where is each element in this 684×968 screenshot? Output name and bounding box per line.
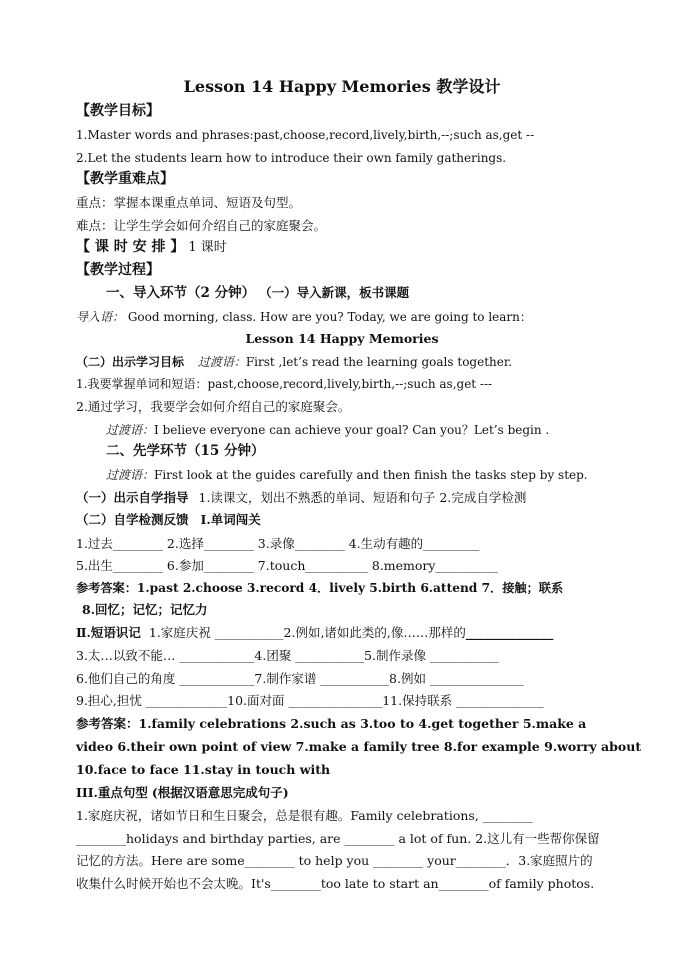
- feedback-line: [76, 511, 261, 529]
- sentence-line-1: 1.家庭庆祝，诸如节日和生日聚会，总是很有趣。Family celebrations, ________: [76, 808, 533, 823]
- transition3-text: First look at the guides carefully and then finish the tasks step by step.: [154, 468, 588, 482]
- phrases-row-3: 6.他们自己的角度 ____________7.制作家谱 ___________8.例如 _______________: [76, 671, 524, 686]
- feedback-sub: Ⅰ.单词闯关: [200, 512, 261, 527]
- intro-line: [76, 308, 532, 326]
- goals-show-label: （二）出示学习目标: [76, 355, 185, 369]
- step1-title: 一、导入环节（2 分钟）: [106, 285, 256, 301]
- sentence-line-2: ________holidays and birthday parties, are ________ a lot of fun. 2.这儿有一些帮你保留: [76, 831, 600, 846]
- phrases-row-2: 3.太…以致不能… ____________4.团聚 ___________5.制作录像 ___________: [76, 648, 499, 663]
- transition1-label: 过渡语：: [197, 355, 246, 369]
- learning-goal-1: 1.我要掌握单词和短语：past,choose,record,lively,birth,--;such as,get ---: [76, 377, 493, 391]
- learning-goal-2: 2.通过学习，我要学会如何介绍自己的家庭聚会。: [76, 399, 351, 414]
- sentence-line-3: 记忆的方法。Here are some________ to help you ________ your________．3.家庭照片的: [76, 853, 593, 868]
- phrases-row-4: 9.担心,担忧 _____________10.面对面 _______________11.保持联系 ______________: [76, 693, 544, 708]
- schedule-value: 1 课时: [188, 240, 227, 255]
- difficulty-point: 难点：让学生学会如何介绍自己的家庭聚会。: [76, 218, 327, 233]
- step2-title: 二、先学环节（15 分钟）: [106, 443, 265, 459]
- phrases-row-1-text: 1.家庭庆祝 ___________2.例如,诸如此类的,像……那样的: [148, 625, 466, 640]
- page-title: Lesson 14 Happy Memories 教学设计: [183, 77, 501, 96]
- words-answer-1: 参考答案：1.past 2.choose 3.record 4．lively 5.birth 6.attend 7．接触；联系: [76, 581, 564, 595]
- lesson-title: Lesson 14 Happy Memories: [245, 331, 439, 346]
- schedule-line: [76, 238, 227, 257]
- goal-item-1: 1.Master words and phrases:past,choose,record,lively,birth,--;such as,get --: [76, 128, 535, 142]
- goal-item-2: 2.Let the students learn how to introduce their own family gatherings.: [76, 151, 507, 165]
- sentences-note: (根据汉语意思完成句子): [151, 785, 289, 800]
- guide-label: （一）出示自学指导: [76, 490, 189, 505]
- key-point: 重点：掌握本课重点单词、短语及句型。: [76, 195, 302, 210]
- feedback-label: （二）自学检测反馈: [76, 512, 189, 527]
- phrases-answer-3: 10.face to face 11.stay in touch with: [76, 762, 331, 777]
- words-row-1: 1.过去________ 2.选择________ 3.录像________ 4.生动有趣的_________: [76, 536, 480, 551]
- goals-heading: 【教学目标】: [76, 103, 160, 119]
- sentence-line-4: 收集什么时候开始也不会太晚。It's________too late to start an________of family photos.: [76, 876, 595, 891]
- transition3-line: [106, 466, 588, 484]
- guide-line: [76, 489, 526, 507]
- guide-text: 1.读课文，划出不熟悉的单词、短语和句子 2.完成自学检测: [198, 490, 527, 505]
- step1-line: [106, 284, 409, 302]
- goals-show-line: [76, 353, 512, 371]
- intro-text: Good morning, class. How are you? Today, we are going to learn：: [127, 310, 532, 324]
- process-heading: 【教学过程】: [76, 262, 160, 278]
- intro-label: 导入语：: [76, 310, 125, 324]
- step1-sub: （一）导入新课，板书课题: [259, 285, 410, 300]
- transition2-text: I believe everyone can achieve your goal? Can you？Let’s begin .: [154, 423, 550, 437]
- transition2-line: [106, 421, 549, 439]
- phrases-row-1: [76, 624, 553, 642]
- phrases-answer-2: video 6.their own point of view 7.make a family tree 8.for example 9.worry about: [76, 739, 642, 754]
- phrases-heading: Ⅱ.短语识记: [76, 625, 141, 640]
- phrases-answer-1: 参考答案：1.family celebrations 2.such as 3.too to 4.get together 5.make a: [76, 716, 587, 731]
- words-answer-2: 8.回忆；记忆；记忆力: [82, 602, 208, 617]
- transition3-label: 过渡语：: [106, 468, 155, 482]
- schedule-heading: 【 课 时 安 排 】: [76, 239, 185, 255]
- sentences-heading: III.重点句型: [76, 785, 148, 800]
- phrases-row-1-blank: ______________: [465, 625, 554, 640]
- transition2-label: 过渡语：: [106, 423, 155, 437]
- transition1-text: First ,let’s read the learning goals together.: [245, 355, 513, 369]
- key-points-heading: 【教学重难点】: [76, 171, 174, 187]
- sentences-heading-line: [76, 784, 289, 802]
- words-row-2: 5.出生________ 6.参加________ 7.touch__________ 8.memory__________: [76, 558, 498, 573]
